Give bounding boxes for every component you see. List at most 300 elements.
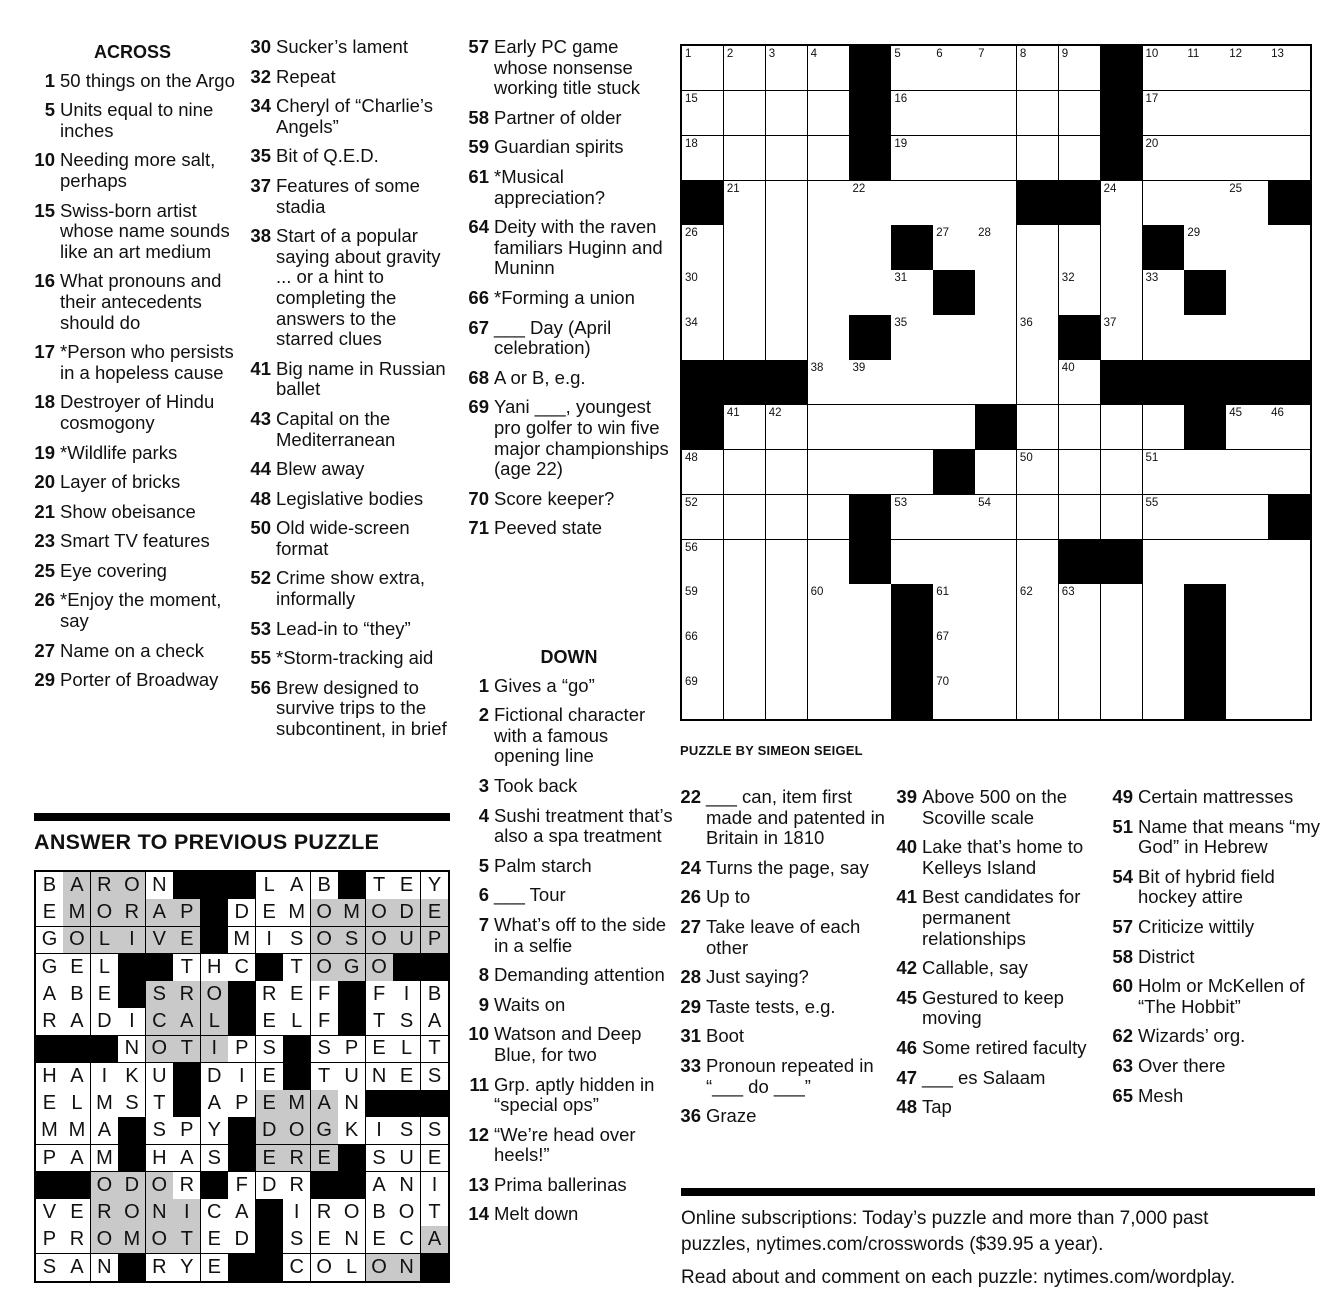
answer-cell: N [118,1036,146,1064]
grid-cell[interactable] [808,181,850,226]
answer-cell: P [228,1090,256,1118]
grid-cell[interactable] [849,674,891,719]
cell-number: 20 [1145,137,1159,150]
grid-cell[interactable] [933,46,975,91]
clue-number: 20 [34,471,55,493]
grid-cell[interactable] [1143,315,1185,360]
answer-cell: T [173,954,201,982]
answer-cell: P [173,1117,201,1145]
grid-cell[interactable] [1143,405,1185,450]
answer-cell: R [146,1254,174,1282]
grid-cell[interactable] [808,270,850,315]
grid-cell[interactable] [1268,270,1310,315]
grid-cell[interactable] [1101,495,1143,540]
grid-cell[interactable] [1226,405,1268,450]
previous-answer-grid [34,870,450,1283]
grid-cell[interactable] [1017,270,1059,315]
clue-number: 55 [250,647,271,669]
clue-item [246,176,451,217]
grid-cell[interactable] [1268,540,1310,585]
grid-cell[interactable] [1184,181,1226,226]
grid-cell[interactable] [808,91,850,136]
grid-cell-black [682,360,724,405]
grid-cell[interactable] [1101,270,1143,315]
answer-cell: C [393,1226,421,1254]
grid-cell[interactable] [1017,629,1059,674]
grid-cell[interactable] [1226,315,1268,360]
grid-cell[interactable] [682,674,724,719]
grid-cell[interactable] [682,91,724,136]
grid-cell[interactable] [1059,674,1101,719]
grid-cell[interactable] [1017,46,1059,91]
grid-cell[interactable] [1184,495,1226,540]
clue-item [246,678,451,740]
grid-cell-black [891,674,933,719]
grid-cell[interactable] [682,495,724,540]
grid-cell[interactable] [1268,629,1310,674]
clue-item [892,887,1102,949]
clue-item [464,518,674,539]
grid-cell[interactable] [933,360,975,405]
grid-cell[interactable] [808,584,850,629]
answer-cell-black [311,1172,339,1200]
grid-cell[interactable] [724,181,766,226]
grid-cell[interactable] [682,540,724,585]
grid-cell[interactable] [766,46,808,91]
grid-cell[interactable] [1101,181,1143,226]
grid-cell[interactable] [891,46,933,91]
clue-text: Taste tests, e.g. [706,995,836,1017]
grid-cell[interactable] [1017,450,1059,495]
grid-cell[interactable] [1059,360,1101,405]
grid-cell[interactable] [766,674,808,719]
grid-cell[interactable] [1143,584,1185,629]
grid-cell[interactable] [1143,674,1185,719]
grid-cell[interactable] [1184,91,1226,136]
cell-number: 66 [685,631,698,644]
grid-cell[interactable] [766,136,808,181]
clue-item [1108,817,1323,858]
grid-cell[interactable] [1017,495,1059,540]
clue-number: 3 [478,774,489,796]
clue-number: 34 [250,95,271,117]
answer-cell: M [118,1226,146,1254]
clue-number: 27 [34,639,55,661]
grid-cell[interactable] [1184,450,1226,495]
grid-cell[interactable] [975,46,1017,91]
grid-cell[interactable] [808,540,850,585]
grid-cell[interactable] [808,405,850,450]
grid-cell[interactable] [1017,540,1059,585]
answer-cell: A [283,872,311,900]
grid-cell[interactable] [975,674,1017,719]
clue-item [892,958,1102,979]
grid-cell[interactable] [1226,584,1268,629]
answer-cell-black [36,1172,64,1200]
grid-cell[interactable] [975,495,1017,540]
grid-cell[interactable] [849,629,891,674]
grid-cell[interactable] [1268,450,1310,495]
crossword-grid[interactable] [680,44,1312,721]
cell-number: 3 [768,48,776,60]
grid-cell[interactable] [724,270,766,315]
grid-cell[interactable] [1184,46,1226,91]
clue-text: Callable, say [922,957,1028,979]
grid-cell[interactable] [1226,91,1268,136]
answer-cell: E [63,954,91,982]
grid-cell[interactable] [808,136,850,181]
grid-cell[interactable] [1101,450,1143,495]
answer-cell-black [393,1090,421,1118]
clue-text: District [1138,945,1195,967]
grid-cell[interactable] [975,360,1017,405]
answer-cell-black [228,1254,256,1282]
clue-item [246,67,451,88]
grid-cell[interactable] [682,136,724,181]
clue-item [1108,1026,1323,1047]
answer-cell: C [228,954,256,982]
cell-number: 33 [1145,272,1159,285]
grid-cell[interactable] [724,450,766,495]
grid-cell[interactable] [766,91,808,136]
answer-cell: O [63,927,91,955]
grid-cell[interactable] [849,450,891,495]
clue-number: 66 [468,286,489,308]
grid-cell[interactable] [891,270,933,315]
grid-cell[interactable] [1059,405,1101,450]
grid-cell-black [933,270,975,315]
grid-cell[interactable] [808,315,850,360]
grid-cell-black [1268,181,1310,226]
clue-text: Bit of Q.E.D. [276,145,379,167]
answer-cell: S [201,1145,229,1173]
answer-cell: L [256,872,284,900]
grid-cell[interactable] [1143,495,1185,540]
grid-cell[interactable] [1101,674,1143,719]
answer-cell: A [146,899,174,927]
grid-cell[interactable] [891,181,933,226]
answer-cell: O [283,1117,311,1145]
grid-cell[interactable] [933,225,975,270]
grid-cell[interactable] [766,225,808,270]
grid-cell[interactable] [1268,405,1310,450]
grid-cell[interactable] [1059,91,1101,136]
grid-cell[interactable] [724,674,766,719]
grid-cell[interactable] [933,136,975,181]
grid-cell[interactable] [933,584,975,629]
clue-item [676,787,886,849]
grid-cell[interactable] [891,495,933,540]
grid-cell[interactable] [1226,629,1268,674]
grid-cell-black [1059,540,1101,585]
cell-number: 9 [1061,48,1069,60]
grid-cell[interactable] [1268,674,1310,719]
grid-cell[interactable] [1184,136,1226,181]
grid-cell[interactable] [849,405,891,450]
grid-cell[interactable] [724,315,766,360]
grid-cell[interactable] [808,450,850,495]
grid-cell[interactable] [766,181,808,226]
grid-cell[interactable] [975,136,1017,181]
grid-cell[interactable] [766,405,808,450]
grid-cell[interactable] [933,629,975,674]
answer-cell: L [91,954,119,982]
grid-cell[interactable] [975,91,1017,136]
grid-cell[interactable] [682,315,724,360]
grid-cell[interactable] [766,629,808,674]
cell-number: 11 [1187,48,1200,60]
grid-cell-black [1101,540,1143,585]
grid-cell[interactable] [724,46,766,91]
grid-cell[interactable] [724,225,766,270]
answer-cell: F [366,981,394,1009]
grid-cell[interactable] [808,629,850,674]
grid-cell[interactable] [1143,91,1185,136]
grid-cell[interactable] [808,225,850,270]
grid-cell[interactable] [1059,46,1101,91]
grid-cell[interactable] [766,540,808,585]
grid-cell[interactable] [975,540,1017,585]
grid-cell[interactable] [1226,270,1268,315]
grid-cell[interactable] [1017,225,1059,270]
grid-cell[interactable] [975,315,1017,360]
answer-cell-black [228,872,256,900]
grid-cell[interactable] [1059,136,1101,181]
grid-cell[interactable] [682,584,724,629]
grid-cell[interactable] [849,360,891,405]
clue-item [464,1125,674,1166]
clue-item [464,397,674,479]
grid-cell[interactable] [1268,136,1310,181]
grid-cell[interactable] [724,405,766,450]
grid-cell[interactable] [891,540,933,585]
answer-cell-black [256,1254,284,1282]
answer-cell: O [146,1226,174,1254]
grid-cell[interactable] [1268,91,1310,136]
grid-cell[interactable] [1143,46,1185,91]
answer-cell: P [36,1145,64,1173]
grid-cell[interactable] [682,46,724,91]
grid-cell[interactable] [975,270,1017,315]
grid-cell[interactable] [808,495,850,540]
grid-cell[interactable] [724,540,766,585]
grid-cell[interactable] [933,540,975,585]
clue-text: Prima ballerinas [494,1173,627,1195]
grid-cell[interactable] [1143,181,1185,226]
answer-cell: E [283,981,311,1009]
grid-cell[interactable] [849,181,891,226]
grid-cell[interactable] [1059,584,1101,629]
grid-cell[interactable] [1017,584,1059,629]
grid-cell[interactable] [933,315,975,360]
grid-cell[interactable] [766,450,808,495]
clue-item [892,988,1102,1029]
answer-cell: S [283,927,311,955]
grid-cell-black [682,181,724,226]
clue-list [1108,787,1323,1106]
answer-cell: U [338,1063,366,1091]
grid-cell[interactable] [933,91,975,136]
grid-cell[interactable] [1059,270,1101,315]
grid-cell[interactable] [766,315,808,360]
answer-cell: L [338,1254,366,1282]
answer-cell: O [146,1036,174,1064]
clue-text: ___ Day (April celebration) [494,316,612,359]
grid-cell[interactable] [682,629,724,674]
grid-cell[interactable] [891,360,933,405]
cell-number: 34 [685,317,698,330]
grid-cell[interactable] [849,225,891,270]
grid-cell[interactable] [1143,450,1185,495]
grid-cell[interactable] [933,495,975,540]
grid-cell[interactable] [1017,674,1059,719]
grid-cell[interactable] [1101,629,1143,674]
answer-cell: O [366,954,394,982]
answer-cell-black [256,954,284,982]
grid-cell[interactable] [975,225,1017,270]
grid-cell[interactable] [724,136,766,181]
clue-item [246,619,451,640]
answer-cell: E [201,1254,229,1282]
grid-cell[interactable] [1017,136,1059,181]
grid-cell[interactable] [1017,91,1059,136]
grid-cell[interactable] [808,46,850,91]
grid-cell[interactable] [1268,225,1310,270]
grid-cell[interactable] [1059,495,1101,540]
answer-cell: I [118,927,146,955]
answer-cell: A [91,1117,119,1145]
grid-cell[interactable] [724,629,766,674]
grid-cell[interactable] [891,405,933,450]
grid-cell[interactable] [849,584,891,629]
grid-cell[interactable] [766,495,808,540]
answer-cell: G [338,954,366,982]
grid-cell[interactable] [1059,629,1101,674]
grid-cell[interactable] [1143,136,1185,181]
grid-cell-black [1268,495,1310,540]
grid-cell[interactable] [1059,225,1101,270]
grid-cell[interactable] [1184,315,1226,360]
clue-number: 58 [1112,945,1133,967]
answer-cell-black [421,1254,449,1282]
clue-number: 9 [478,993,489,1015]
clue-text: Sushi treatment that’s also a spa treatment [494,804,673,847]
grid-cell[interactable] [1184,540,1226,585]
grid-cell-black [849,91,891,136]
grid-cell[interactable] [1017,315,1059,360]
grid-cell[interactable] [975,450,1017,495]
clue-number: 39 [896,786,917,807]
grid-cell[interactable] [1101,584,1143,629]
clue-item [464,965,674,986]
grid-cell[interactable] [849,270,891,315]
grid-cell[interactable] [766,584,808,629]
grid-cell[interactable] [682,225,724,270]
grid-cell[interactable] [933,181,975,226]
clue-number: 35 [250,145,271,167]
grid-cell[interactable] [975,629,1017,674]
grid-cell[interactable] [682,270,724,315]
grid-cell[interactable] [1101,315,1143,360]
clue-item [30,670,235,691]
answer-cell-black [146,954,174,982]
grid-cell[interactable] [1017,405,1059,450]
grid-cell[interactable] [891,91,933,136]
grid-cell[interactable] [682,450,724,495]
grid-cell-black [1184,674,1226,719]
grid-cell[interactable] [1226,181,1268,226]
grid-cell[interactable] [1184,225,1226,270]
grid-cell[interactable] [933,405,975,450]
clue-text: Swiss-born artist whose name sounds like an art medium [60,199,230,262]
grid-cell[interactable] [1226,674,1268,719]
grid-cell[interactable] [975,181,1017,226]
grid-cell[interactable] [766,270,808,315]
grid-cell[interactable] [724,91,766,136]
grid-cell[interactable] [891,136,933,181]
puzzle-byline: PUZZLE BY SIMEON SEIGEL [680,743,863,758]
answer-cell: D [393,899,421,927]
grid-cell[interactable] [724,495,766,540]
answer-cell: P [36,1226,64,1254]
grid-cell[interactable] [1017,360,1059,405]
grid-cell[interactable] [808,360,850,405]
grid-cell[interactable] [933,674,975,719]
grid-cell-black [1101,360,1143,405]
grid-cell[interactable] [1059,450,1101,495]
clue-text: Holm or McKellen of “The Hobbit” [1138,975,1305,1017]
answer-cell: O [338,1199,366,1227]
answer-cell: Y [201,1117,229,1145]
grid-cell[interactable] [891,315,933,360]
clue-number: 69 [468,396,489,418]
clue-text: Mesh [1138,1084,1184,1106]
answer-cell: L [91,927,119,955]
answer-cell: S [283,1226,311,1254]
answer-cell: G [36,927,64,955]
answer-cell: E [421,1145,449,1173]
answer-cell: T [421,1199,449,1227]
grid-cell[interactable] [1226,136,1268,181]
grid-cell[interactable] [1226,225,1268,270]
grid-cell[interactable] [1226,450,1268,495]
clue-text: Deity with the raven familiars Huginn and Muninn [494,216,663,279]
cell-number: 38 [810,362,824,375]
answer-cell: N [366,1063,394,1091]
answer-cell: R [283,1145,311,1173]
clue-number: 1 [44,69,55,91]
grid-cell[interactable] [1268,46,1310,91]
grid-cell[interactable] [1226,540,1268,585]
grid-cell[interactable] [1226,46,1268,91]
answer-cell: N [338,1226,366,1254]
grid-cell[interactable] [1268,315,1310,360]
grid-cell[interactable] [1268,584,1310,629]
grid-cell[interactable] [1101,225,1143,270]
grid-cell[interactable] [1101,405,1143,450]
clue-text: Grp. aptly hidden in “special ops” [494,1073,655,1116]
grid-cell[interactable] [1226,495,1268,540]
clue-text: Layer of bricks [60,471,181,493]
grid-cell[interactable] [1143,270,1185,315]
grid-cell[interactable] [1143,540,1185,585]
grid-cell[interactable] [1143,629,1185,674]
grid-cell[interactable] [808,674,850,719]
grid-cell[interactable] [724,584,766,629]
grid-cell[interactable] [975,584,1017,629]
cell-number: 28 [978,227,991,240]
grid-cell[interactable] [891,450,933,495]
